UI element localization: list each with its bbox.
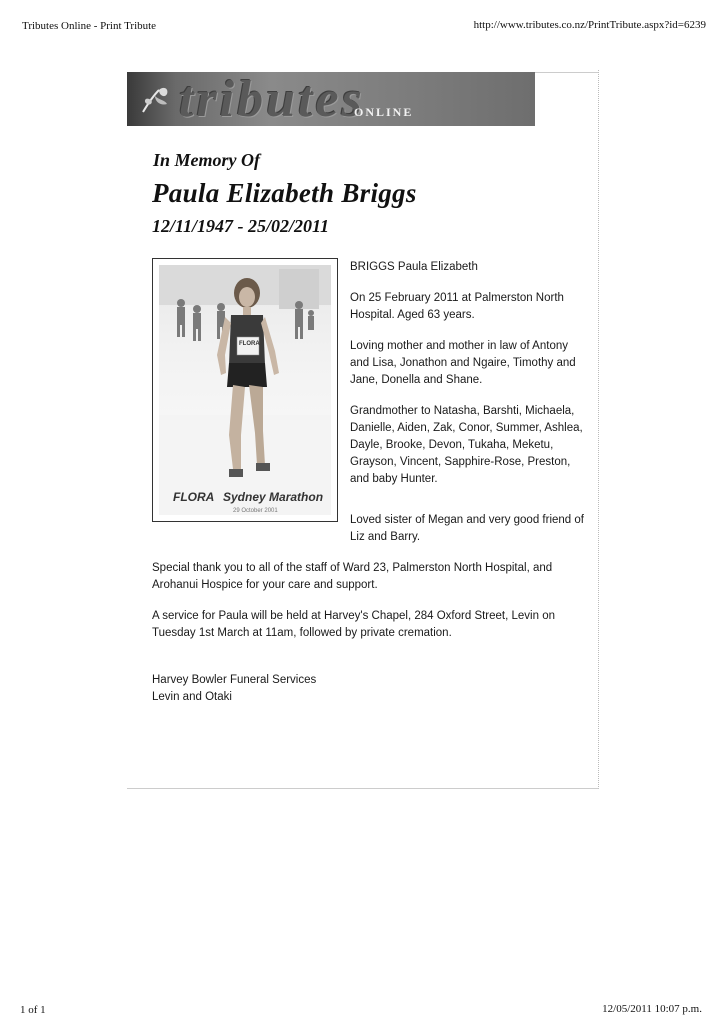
runner-photo xyxy=(159,265,331,515)
notice-children: Loving mother and mother in law of Antony and Lisa, Jonathon and Ngaire, Timothy and Jane, Donella and Shane. xyxy=(350,340,576,386)
tributes-banner xyxy=(127,72,535,126)
notice-service: A service for Paula will be held at Harvey's Chapel, 284 Oxford Street, Levin on Tuesday 1st March at 11am, followed by private cremation. xyxy=(152,610,555,639)
runner-photo-illustration xyxy=(159,265,331,515)
life-dates: 12/11/1947 - 25/02/2011 xyxy=(152,216,330,236)
sign-brand: FLORA xyxy=(173,490,215,504)
funeral-locations: Levin and Otaki xyxy=(152,691,232,703)
notice-thanks: Special thank you to all of the staff of Ward 23, Palmerston North Hospital, and Arohanui Hospice for your care and support. xyxy=(152,562,553,591)
print-datetime: 12/05/2011 10:07 p.m. xyxy=(602,1003,702,1015)
flower-logo-icon xyxy=(137,84,177,116)
sign-event: Sydney Marathon xyxy=(223,490,324,504)
bib-label: FLORA xyxy=(239,341,260,347)
banner-rule xyxy=(535,72,598,73)
notice-death: On 25 February 2011 at Palmerston North Hospital. Aged 63 years. xyxy=(350,292,564,321)
memory-heading: In Memory Of xyxy=(153,150,260,170)
photo-frame xyxy=(152,258,338,522)
banner-brand: tributes xyxy=(179,72,365,126)
banner-suffix: ONLINE xyxy=(354,105,414,119)
notice-name: BRIGGS Paula Elizabeth xyxy=(350,261,478,273)
print-page-url: http://www.tributes.co.nz/PrintTribute.aspx?id=6239 xyxy=(473,19,706,31)
funeral-director: Harvey Bowler Funeral Services xyxy=(152,674,317,686)
page-number: 1 of 1 xyxy=(20,1004,46,1016)
notice-sister: Loved sister of Megan and very good friend of Liz and Barry. xyxy=(350,514,584,543)
sign-date: 29 October 2001 xyxy=(233,508,278,514)
deceased-name: Paula Elizabeth Briggs xyxy=(152,178,417,208)
print-page-title: Tributes Online - Print Tribute xyxy=(22,20,157,32)
notice-grandchildren: Grandmother to Natasha, Barshti, Michaela, Danielle, Aiden, Zak, Conor, Summer, Ashlea, Dayle, Brooke, Devon, Tukaha, Meketu, Grayson, Vincent, Sapphire-Rose, Preston, and baby Hunter. xyxy=(350,405,583,485)
